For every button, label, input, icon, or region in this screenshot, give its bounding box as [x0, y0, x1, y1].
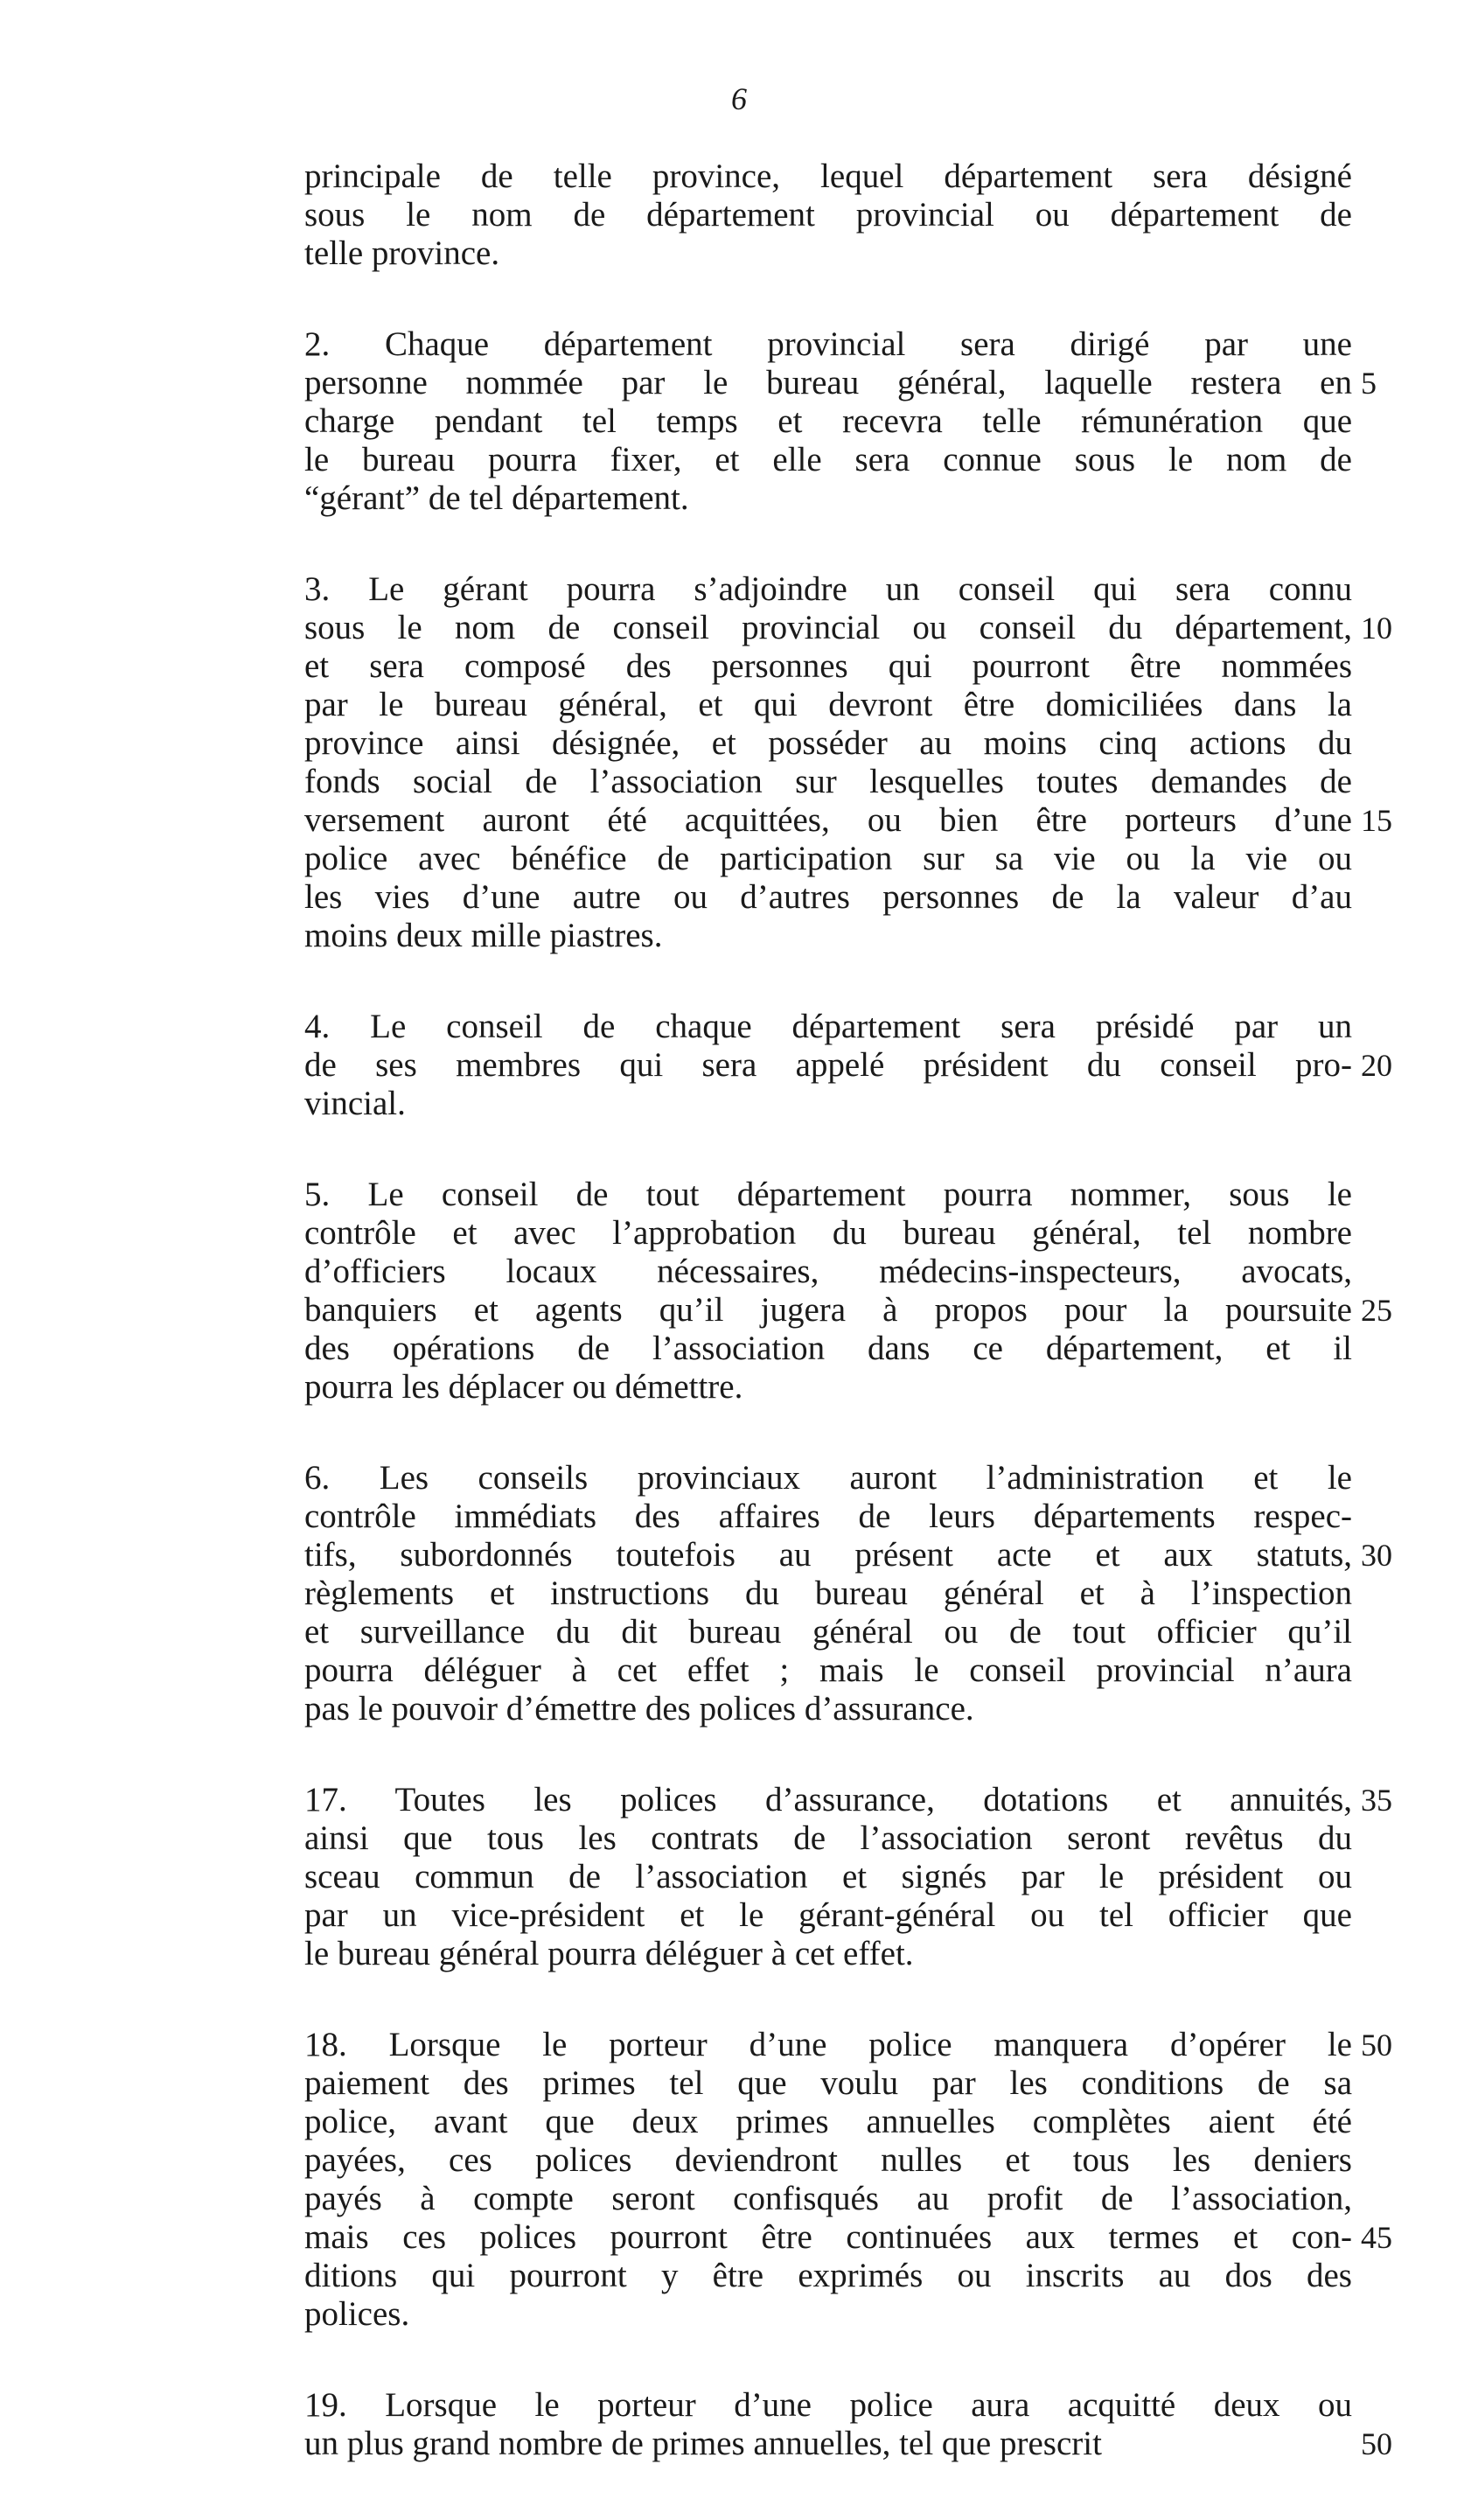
text-line [304, 1046, 1392, 1085]
line-text: 2. Chaque département provincial sera dirigé par une [304, 325, 1352, 363]
text-line [304, 479, 1352, 518]
line-text: 5. Le conseil de tout département pourra nommer, sous le [304, 1176, 1352, 1213]
text-line [304, 917, 1352, 955]
text-line [304, 1214, 1352, 1253]
text-line [304, 1935, 1352, 1973]
paragraph [304, 2386, 1392, 2463]
text-line [304, 686, 1352, 724]
line-text: polices. [304, 2295, 410, 2333]
paragraph [304, 1459, 1392, 1728]
line-text: payés à compte seront confisqués au profit de l’association, [304, 2180, 1352, 2217]
line-text: fonds social de l’association sur lesquelles toutes demandes de [304, 763, 1352, 800]
line-text: 4. Le conseil de chaque département sera présidé par un [304, 1008, 1352, 1045]
text-line [304, 1459, 1352, 1497]
line-text: par le bureau général, et qui devront être domiciliées dans la [304, 686, 1352, 723]
text-line [304, 2141, 1352, 2180]
text-line [304, 763, 1352, 801]
text-line [304, 1651, 1352, 1690]
text-line [304, 2425, 1392, 2463]
text-column [304, 157, 1392, 2516]
line-text: de ses membres qui sera appelé président du conseil pro- [304, 1046, 1352, 1084]
line-text: paiement des primes tel que voulu par les conditions de sa [304, 2064, 1352, 2102]
text-line [304, 878, 1352, 917]
line-text: par un vice-président et le gérant-général ou tel officier que [304, 1896, 1352, 1934]
line-text: 3. Le gérant pourra s’adjoindre un conseil qui sera connu [304, 570, 1352, 608]
margin-line-number: 5 [1361, 366, 1377, 401]
line-text: pas le pouvoir d’émettre des polices d’assurance. [304, 1690, 974, 1728]
text-line [304, 1368, 1352, 1407]
margin-line-number: 15 [1361, 803, 1392, 838]
line-text: règlements et instructions du bureau général et à l’inspection [304, 1574, 1352, 1612]
text-line [304, 1613, 1352, 1651]
line-text: 6. Les conseils provinciaux auront l’administration et le [304, 1459, 1352, 1497]
text-line [304, 364, 1377, 402]
text-line [304, 325, 1352, 364]
text-line [304, 1497, 1352, 1536]
line-text: police, avant que deux primes annuelles complètes aient été [304, 2103, 1352, 2140]
text-line [304, 1858, 1352, 1896]
text-line [304, 1819, 1352, 1858]
text-line [304, 2295, 1352, 2334]
line-text: moins deux mille piastres. [304, 917, 663, 954]
text-line [304, 724, 1352, 763]
text-line [304, 2386, 1352, 2425]
line-text: sceau commun de l’association et signés par le président ou [304, 1858, 1352, 1895]
line-text: et surveillance du dit bureau général ou de tout officier qu’il [304, 1613, 1352, 1651]
text-line [304, 2257, 1352, 2295]
page-number: 6 [731, 81, 747, 116]
line-text: tifs, subordonnés toutefois au présent acte et aux statuts, [304, 1536, 1352, 1574]
text-line [304, 196, 1352, 234]
line-text: payées, ces polices deviendront nulles et tous les deniers [304, 2141, 1352, 2179]
line-text: les vies d’une autre ou d’autres personnes de la valeur d’au [304, 878, 1352, 916]
line-text: 19. Lorsque le porteur d’une police aura acquitté deux ou [304, 2386, 1352, 2424]
line-text: “gérant” de tel département. [304, 479, 689, 517]
line-text: vincial. [304, 1085, 406, 1122]
text-line [304, 1008, 1352, 1046]
line-text: versement auront été acquittées, ou bien être porteurs d’une [304, 801, 1352, 839]
text-line [304, 609, 1392, 647]
paragraph [304, 1176, 1392, 1407]
text-line [304, 1253, 1352, 1291]
text-line [304, 1781, 1392, 1819]
line-text: 17. Toutes les polices d’assurance, dotations et annuités, [304, 1781, 1352, 1818]
margin-line-number: 10 [1361, 611, 1392, 646]
line-text: un plus grand nombre de primes annuelles, tel que prescrit [304, 2425, 1102, 2462]
text-line [304, 840, 1352, 878]
paragraph [304, 1008, 1392, 1123]
text-line [304, 1085, 1352, 1123]
text-line [304, 2218, 1392, 2257]
text-line [304, 2180, 1352, 2218]
text-line [304, 157, 1352, 196]
line-text: le bureau pourra fixer, et elle sera connue sous le nom de [304, 441, 1352, 478]
margin-line-number: 50 [1361, 2426, 1392, 2461]
text-line [304, 1896, 1352, 1935]
margin-line-number: 25 [1361, 1293, 1392, 1328]
paragraph [304, 1781, 1392, 1973]
text-line [304, 1574, 1352, 1613]
text-line [304, 801, 1392, 840]
text-line [304, 1176, 1352, 1214]
line-text: et sera composé des personnes qui pourront être nommées [304, 647, 1352, 685]
line-text: contrôle immédiats des affaires de leurs départements respec- [304, 1497, 1352, 1535]
text-line [304, 402, 1352, 441]
line-text: d’officiers locaux nécessaires, médecins-inspecteurs, avocats, [304, 1253, 1352, 1290]
text-line [304, 1330, 1352, 1368]
line-text: 18. Lorsque le porteur d’une police manquera d’opérer le [304, 2026, 1352, 2063]
paragraph [304, 325, 1377, 518]
text-line [304, 2103, 1352, 2141]
paragraph [304, 570, 1392, 955]
line-text: principale de telle province, lequel département sera désigné [304, 157, 1352, 195]
line-text: pourra les déplacer ou démettre. [304, 1368, 743, 1406]
line-text: province ainsi désignée, et posséder au moins cinq actions du [304, 724, 1352, 762]
paragraph [304, 157, 1352, 273]
line-text: banquiers et agents qu’il jugera à propos pour la poursuite [304, 1291, 1352, 1329]
line-text: des opérations de l’association dans ce département, et il [304, 1330, 1352, 1367]
margin-line-number: 50 [1361, 2028, 1392, 2063]
text-line [304, 570, 1352, 609]
line-text: charge pendant tel temps et recevra telle rémunération que [304, 402, 1352, 440]
margin-line-number: 30 [1361, 1538, 1392, 1573]
line-text: mais ces polices pourront être continuées aux termes et con- [304, 2218, 1352, 2256]
line-text: police avec bénéfice de participation sur sa vie ou la vie ou [304, 840, 1352, 877]
text-line [304, 1291, 1392, 1330]
line-text: telle province. [304, 234, 500, 272]
margin-line-number: 20 [1361, 1048, 1392, 1083]
text-line [304, 441, 1352, 479]
line-text: ditions qui pourront y être exprimés ou inscrits au dos des [304, 2257, 1352, 2294]
text-line [304, 1536, 1392, 1574]
margin-line-number: 45 [1361, 2220, 1392, 2255]
text-line [304, 234, 1352, 273]
margin-line-number: 35 [1361, 1783, 1392, 1818]
line-text: sous le nom de conseil provincial ou conseil du département, [304, 609, 1352, 646]
text-line [304, 1690, 1352, 1728]
line-text: ainsi que tous les contrats de l’association seront revêtus du [304, 1819, 1352, 1857]
paragraph [304, 2026, 1392, 2334]
text-line [304, 2064, 1352, 2103]
line-text: personne nommée par le bureau général, laquelle restera en [304, 364, 1352, 401]
line-text: sous le nom de département provincial ou département de [304, 196, 1352, 234]
line-text: le bureau général pourra déléguer à cet effet. [304, 1935, 914, 1972]
text-line [304, 2026, 1392, 2064]
line-text: pourra déléguer à cet effet ; mais le conseil provincial n’aura [304, 1651, 1352, 1689]
line-text: contrôle et avec l’approbation du bureau général, tel nombre [304, 1214, 1352, 1252]
text-line [304, 647, 1352, 686]
